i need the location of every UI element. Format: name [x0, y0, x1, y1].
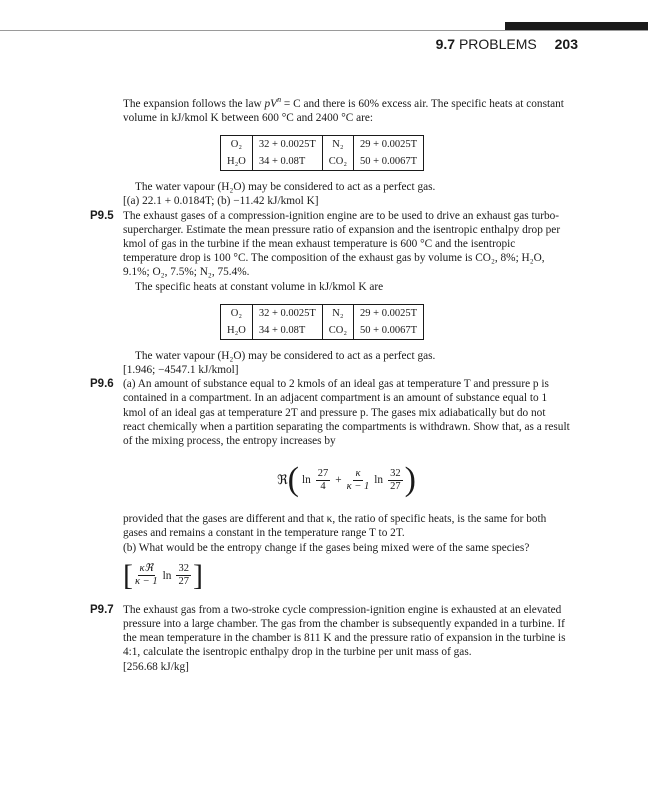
vapour-note-2: The water vapour (H₂O) may be considered to act as a perfect gas.	[135, 349, 436, 362]
header-bar	[505, 22, 648, 30]
table-cell: 29 + 0.0025T	[354, 136, 424, 154]
answer-p9-7: [256.68 kJ/kg]	[123, 660, 189, 673]
table-cell: 29 + 0.0025T	[354, 304, 424, 322]
table-cell: 32 + 0.0025T	[252, 136, 322, 154]
table-cell: O₂	[221, 304, 253, 322]
table-cell: O₂	[221, 136, 253, 154]
table-cell: 50 + 0.0067T	[354, 322, 424, 340]
problem-label: P9.6	[90, 378, 114, 391]
fraction: $\frac{\text{κℜ}}{\kappa - 1}$	[135, 563, 158, 588]
intro-paragraph: The expansion follows the law $pV^n = C$ and there is 60% excess air. The specific heats at constant volume in kJ/kmol K between 600 °C and 2400 °C are:	[123, 95, 564, 124]
section-number: 9.7	[435, 36, 456, 52]
table-cell: 34 + 0.08T	[252, 322, 322, 340]
table-cell: H₂O	[221, 322, 253, 340]
table-cell: 32 + 0.0025T	[252, 304, 322, 322]
problem-label: P9.5	[90, 209, 114, 222]
answer-p9-6: [ $\frac{\text{κℜ}}{\kappa - 1}$ ln $\frac{32}{27}$ ]	[123, 558, 203, 592]
table-cell: CO₂	[322, 153, 353, 171]
problem-p9-6	[90, 377, 570, 603]
table-cell: N₂	[322, 136, 353, 154]
vapour-note-1: The water vapour (H₂O) may be considered to act as a perfect gas.	[135, 181, 436, 194]
table-cell: 34 + 0.08T	[252, 153, 322, 171]
header-rule	[0, 30, 648, 31]
fraction: $\frac{32}{27}$	[178, 563, 189, 588]
gas-constant-symbol: ℜ	[277, 472, 288, 488]
table-cell: N₂	[322, 304, 353, 322]
page-number: 203	[554, 36, 578, 52]
problem-part-b: (b) What would be the entropy change if the gases being mixed were of the same species?	[123, 541, 530, 554]
page-content	[90, 93, 570, 674]
entropy-formula: ℜ ( ln $\frac{27}{4}$ + $\frac{\kappa}{\kappa - 1}$ ln $\frac{32}{27}$ )	[277, 461, 416, 499]
specific-heat-table-2	[220, 304, 424, 340]
cv-note: The specific heats at constant volume in kJ/kmol K are	[135, 280, 384, 293]
answer-p9-4: [(a) 22.1 + 0.0184T; (b) −11.42 kJ/kmol K]	[123, 195, 319, 208]
fraction: $\frac{\kappa}{\kappa - 1}$	[346, 467, 370, 492]
table-cell: H₂O	[221, 153, 253, 171]
problem-text: The exhaust gas from a two-stroke cycle compression-ignition engine is exhausted at an elevated pressure into a large chamber. The gas from the chamber is subsequently expanded in a turbine. If the mean temperature in the chamber is 811 K and the pressure ratio of expansion in the turbine is 4:1, calculate the isentropic enthalpy drop in the turbine per unit mass of gas.	[123, 603, 566, 659]
fraction: $\frac{32}{27}$	[390, 467, 401, 492]
fraction: $\frac{27}{4}$	[317, 467, 329, 492]
problem-text: The exhaust gases of a compression-ignition engine are to be used to drive an exhaust gas turbo-supercharger. Estimate the mean pressure ratio of expansion and the isentropic enthalpy drop per kmol of gas in the turbine if the mean exhaust temperature is 600 °C and the isentropic temperature drop is 100 °C. The composition of the exhaust gas by volume is CO₂, 8%; H₂O, 9.1%; O₂, 7.5%; N₂, 75.4%.	[123, 209, 561, 279]
problem-part-a: (a) An amount of substance equal to 2 kmols of an ideal gas at temperature T and pressure p is contained in a compartment. In an adjacent compartment is an amount of substance equal to 1 kmol of an ideal gas at temperature 2T and pressure p. The gases mix adiabatically but do not react chemically when a partition separating the compartments is withdrawn. Show that, as a result of the mixing process, the entropy increases by	[123, 378, 570, 448]
problem-p9-7	[90, 603, 570, 674]
answer-p9-5: [1.946; −4547.1 kJ/kmol]	[123, 364, 239, 376]
problem-label: P9.7	[90, 603, 114, 616]
problem-p9-5	[90, 209, 570, 294]
table-cell: CO₂	[322, 322, 353, 340]
section-title: PROBLEMS	[458, 36, 537, 52]
specific-heat-table-1	[220, 135, 424, 171]
problem-condition: provided that the gases are different and that κ, the ratio of specific heats, is the same for both gases and remains a constant in the temperature range T to 2T.	[123, 513, 547, 540]
running-head	[436, 36, 578, 52]
table-cell: 50 + 0.0067T	[354, 153, 424, 171]
